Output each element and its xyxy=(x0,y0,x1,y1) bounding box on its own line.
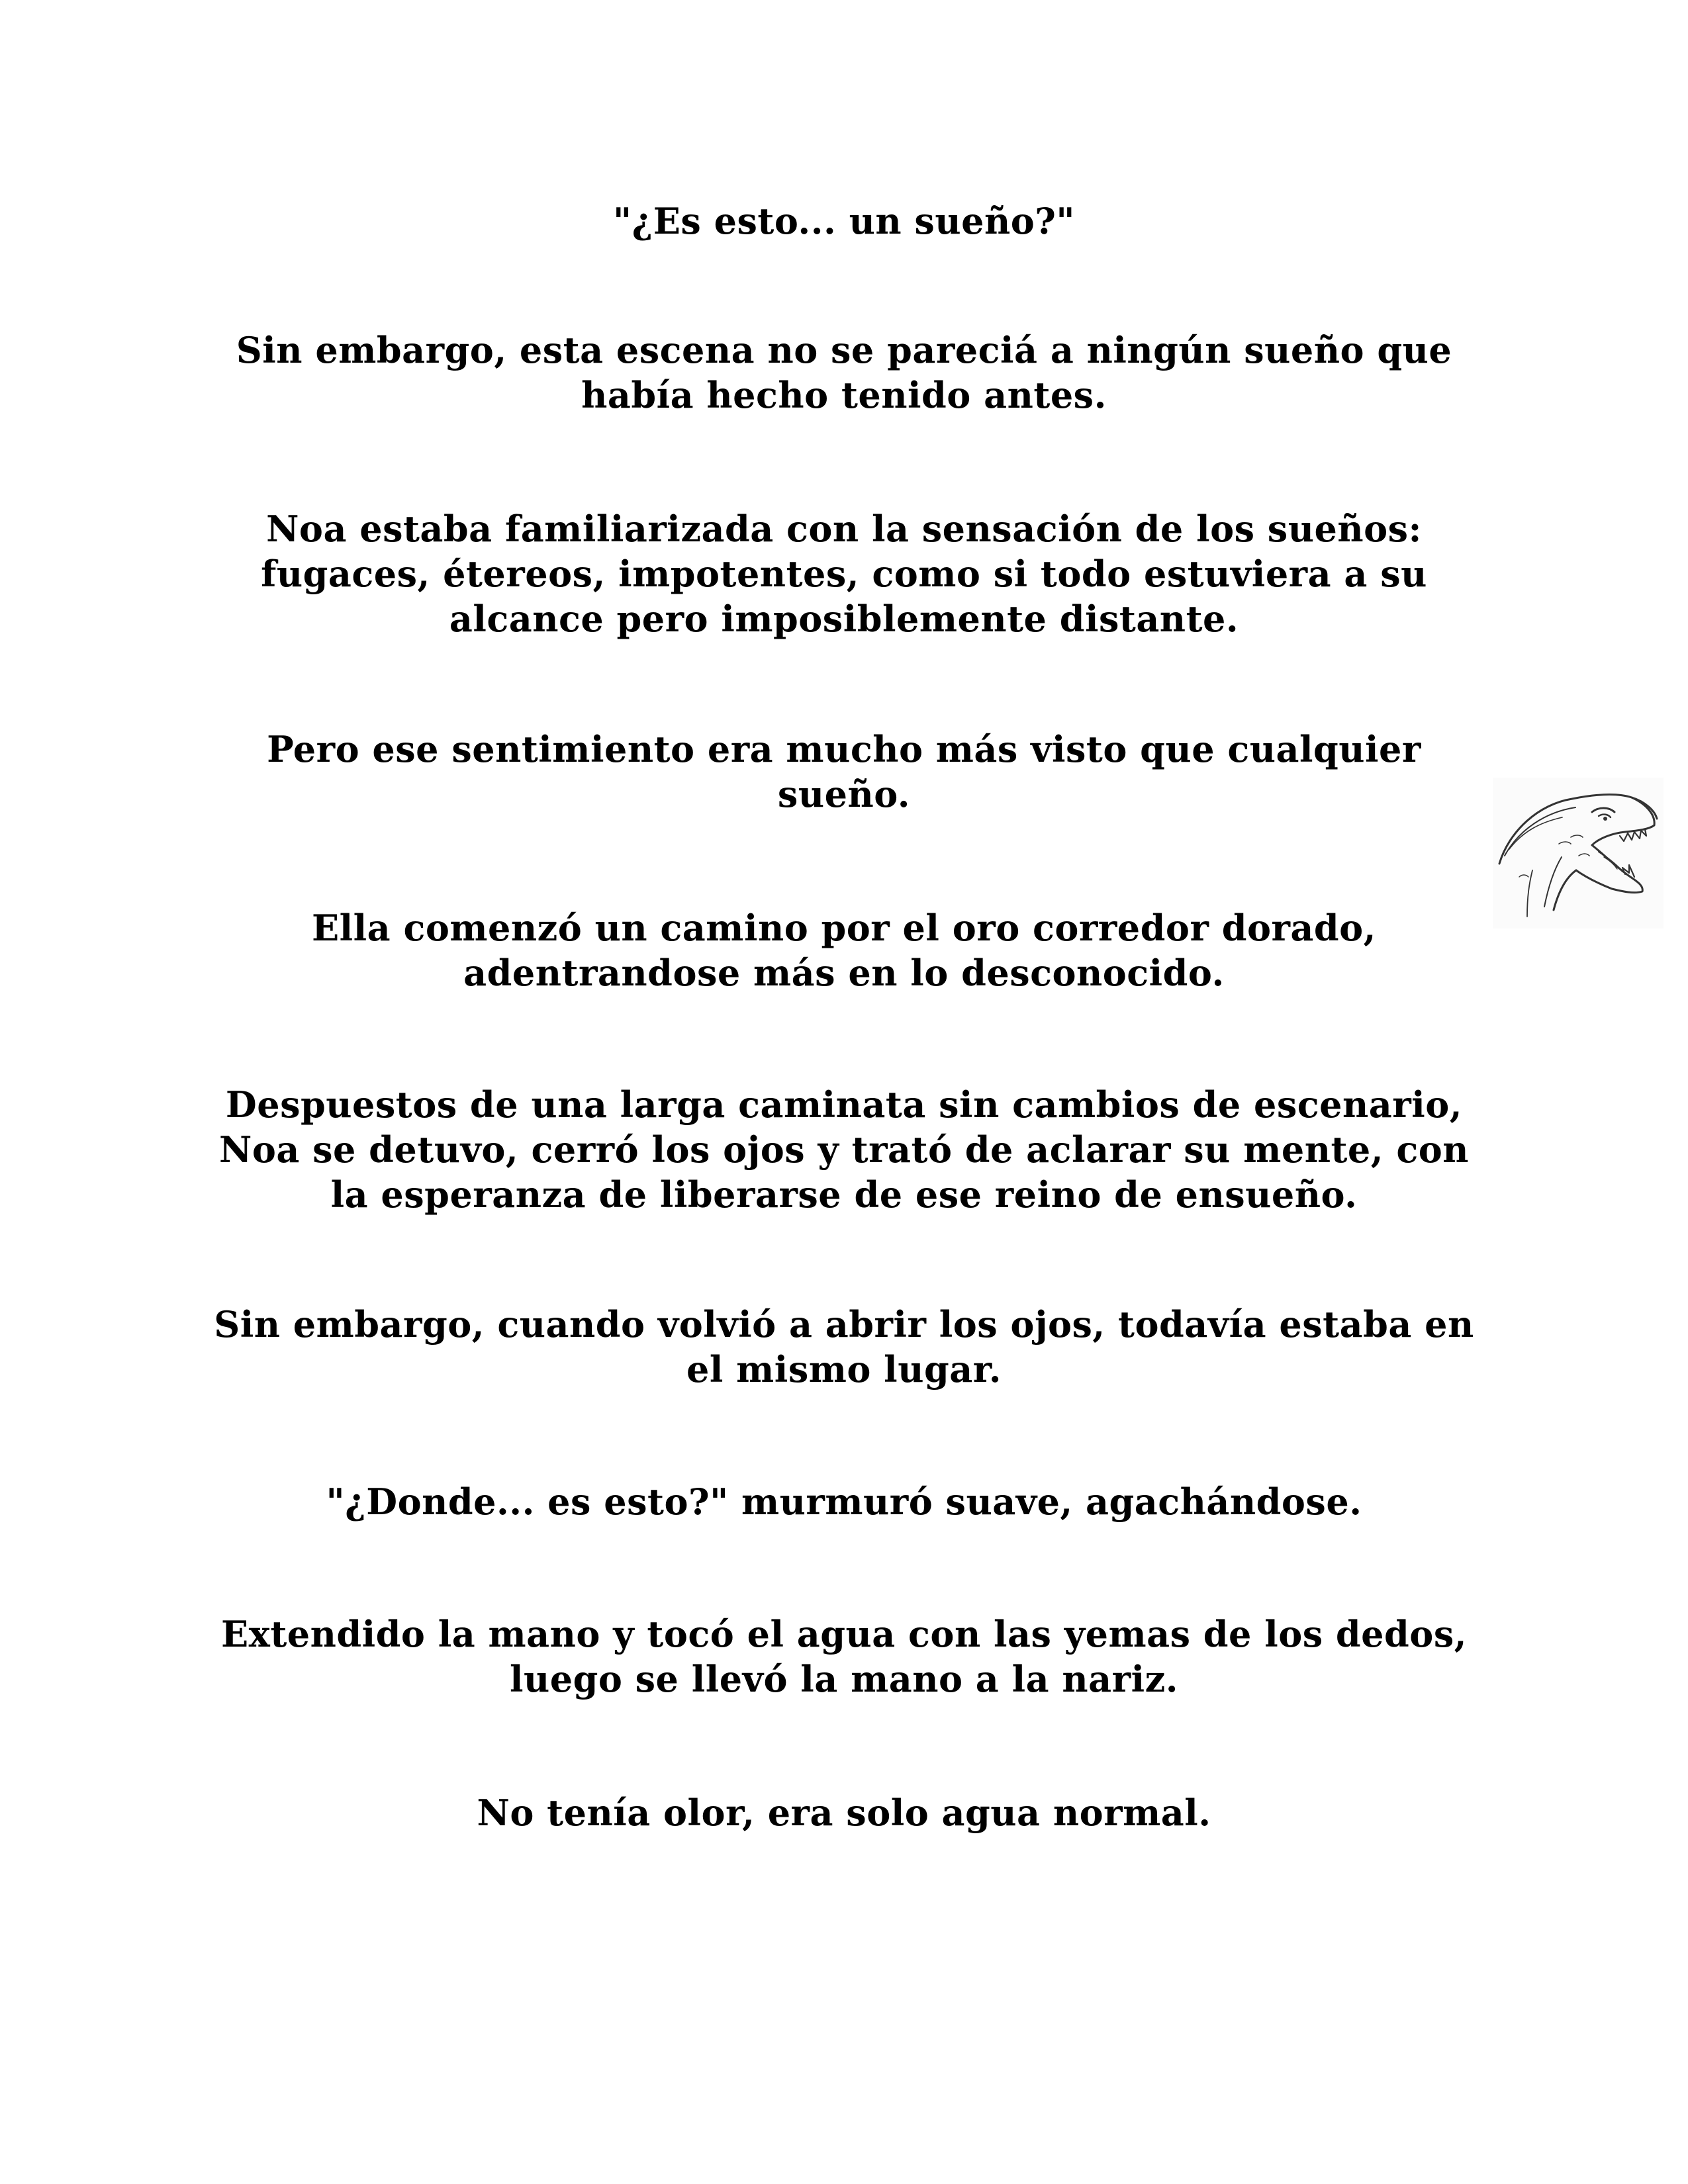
paragraph-4 xyxy=(165,727,1523,817)
paragraph-line: Ella comenzó un camino por el oro corredor dorado, xyxy=(312,907,1376,949)
paragraph-line: el mismo lugar. xyxy=(686,1348,1002,1390)
paragraph-3 xyxy=(165,506,1523,641)
paragraph-line: Pero ese sentimiento era mucho más visto que cualquier xyxy=(267,728,1421,770)
paragraph-1 xyxy=(165,199,1523,244)
paragraph-line: adentrandose más en lo desconocido. xyxy=(463,952,1225,994)
paragraph-line: Noa se detuvo, cerró los ojos y trató de aclarar su mente, con xyxy=(218,1128,1470,1171)
paragraph-line: Sin embargo, esta escena no se pareciá a ningún sueño que xyxy=(236,329,1452,371)
paragraph-6 xyxy=(165,1082,1523,1217)
paragraph-line: sueño. xyxy=(777,773,911,815)
paragraph-9 xyxy=(165,1612,1523,1702)
paragraph-line: "¿Donde... es esto?" murmuró suave, agachándose. xyxy=(326,1480,1362,1523)
paragraph-line: "¿Es esto... un sueño?" xyxy=(613,200,1075,242)
paragraph-line: luego se llevó la mano a la nariz. xyxy=(509,1658,1179,1700)
paragraph-5 xyxy=(165,905,1523,995)
paragraph-line: había hecho tenido antes. xyxy=(581,374,1107,416)
paragraph-2 xyxy=(165,328,1523,418)
paragraph-8 xyxy=(165,1479,1523,1524)
paragraph-line: Extendido la mano y tocó el agua con las yemas de los dedos, xyxy=(220,1613,1468,1655)
paragraph-10 xyxy=(165,1790,1523,1835)
paragraph-line: Noa estaba familiarizada con la sensación de los sueños: xyxy=(266,508,1422,550)
dinosaur-head-sketch-icon xyxy=(1493,778,1664,929)
paragraph-line: No tenía olor, era solo agua normal. xyxy=(477,1792,1211,1834)
paragraph-line: fugaces, étereos, impotentes, como si todo estuviera a su xyxy=(261,553,1427,595)
paragraph-line: alcance pero imposiblemente distante. xyxy=(449,598,1239,640)
paragraph-7 xyxy=(165,1302,1523,1392)
paragraph-line: la esperanza de liberarse de ese reino de ensueño. xyxy=(330,1173,1358,1216)
paragraph-line: Sin embargo, cuando volvió a abrir los ojos, todavía estaba en xyxy=(214,1303,1474,1345)
paragraph-line: Despuestos de una larga caminata sin cambios de escenario, xyxy=(225,1083,1463,1126)
